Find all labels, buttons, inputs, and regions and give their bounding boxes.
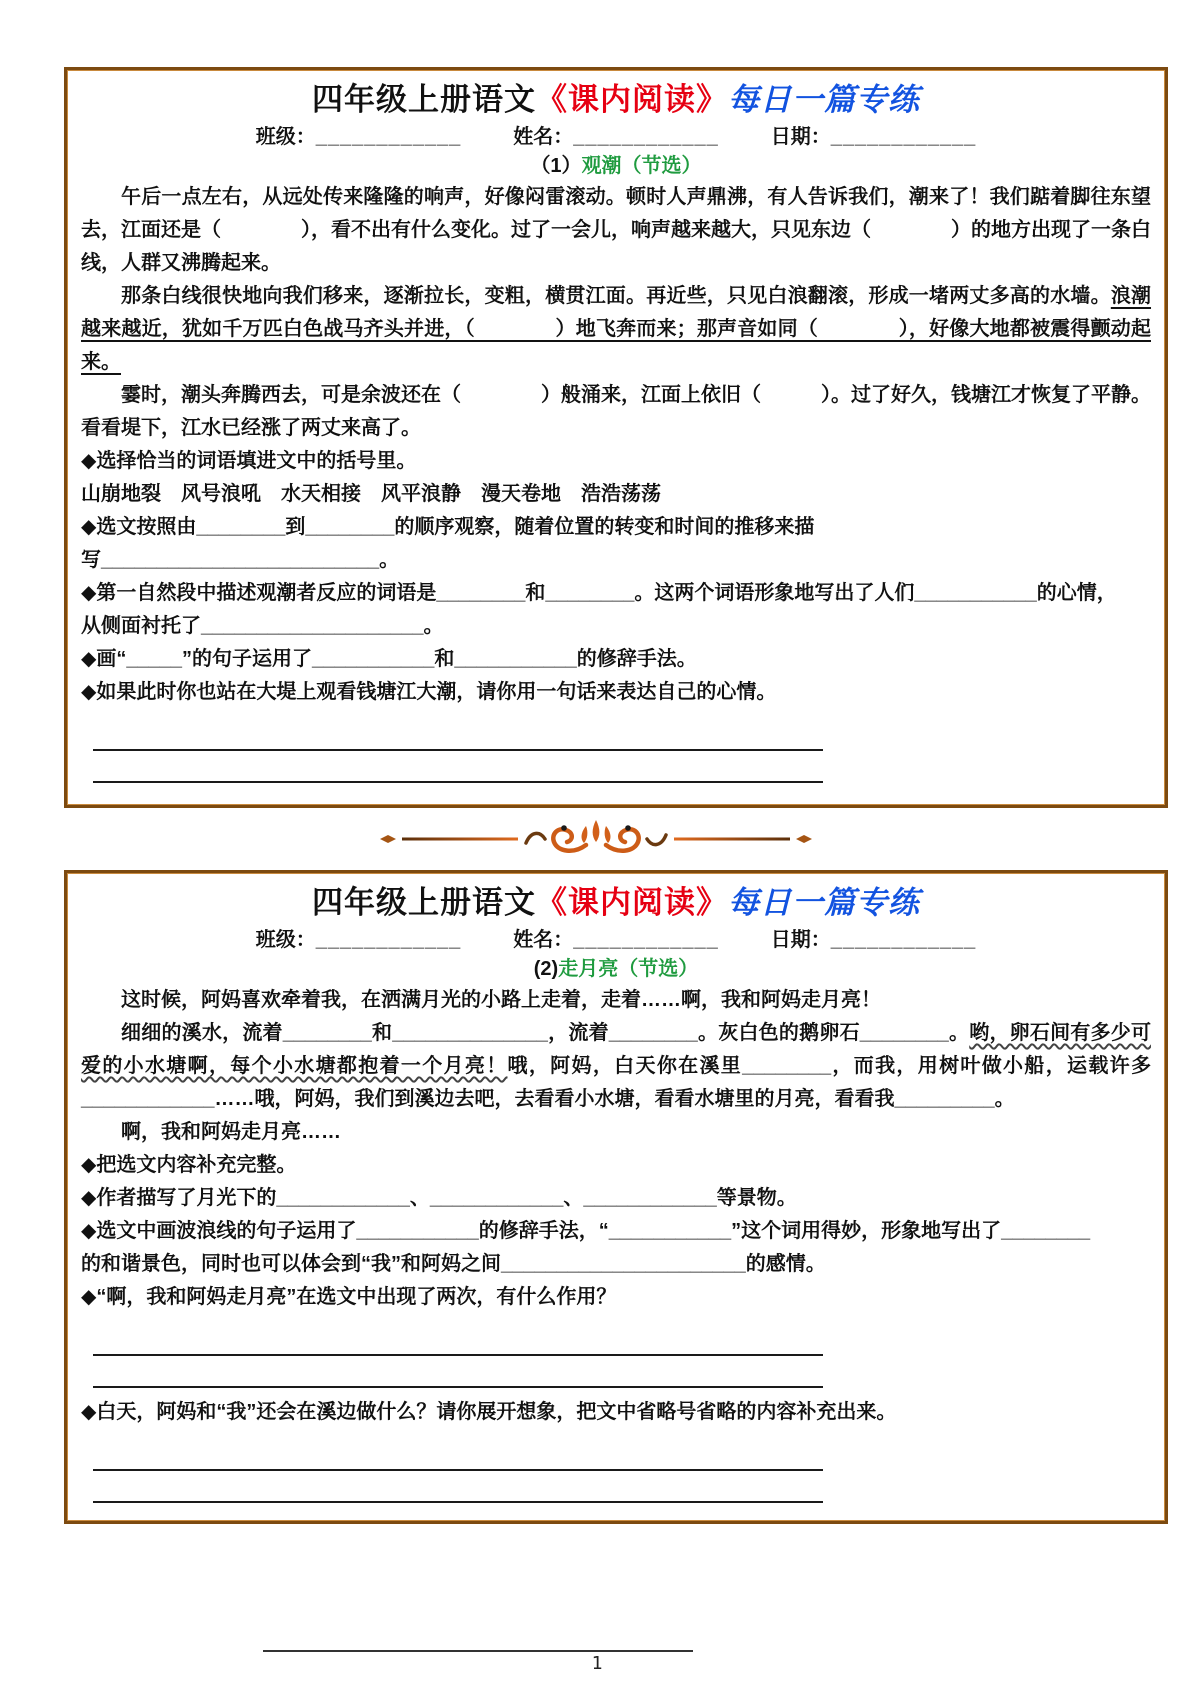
question-2-line2: 写_________________________。 xyxy=(81,549,400,571)
question-2: ◆作者描写了月光下的____________、____________、____________等景物。 xyxy=(81,1187,797,1209)
name-blank: ____________ xyxy=(573,126,719,148)
passage-text: 哦，阿妈，白天你在溪里________，而我，用树叶做小船，运载许多____________……哦，阿妈，我们到溪边去吧，去看看小水塘，看看水塘里的月亮，看看我_________。 xyxy=(81,1055,1152,1110)
question-3 xyxy=(81,1215,1151,1281)
answer-blank-line xyxy=(93,751,823,783)
name-field xyxy=(513,122,718,152)
date-label: 日期： xyxy=(770,929,831,951)
answer-blank-line xyxy=(93,1356,823,1388)
question-3-line2: 从侧面衬托了____________________。 xyxy=(81,615,444,637)
class-label: 班级： xyxy=(255,126,316,148)
passage-paragraph xyxy=(81,1017,1151,1116)
word-bank: 山崩地裂 风号浪吼 水天相接 风平浪静 漫天卷地 浩浩荡荡 xyxy=(81,483,661,505)
question-5: ◆白天，阿妈和“我”还会在溪边做什么？请你展开想象，把文中省略号省略的内容补充出来。 xyxy=(81,1401,897,1423)
question-4: ◆“啊，我和阿妈走月亮”在选文中出现了两次，有什么作用？ xyxy=(81,1286,617,1308)
answer-blank-line xyxy=(93,1471,823,1503)
question-2-line1: ◆选文按照由________到________的顺序观察，随着位置的转变和时间的推移来描 xyxy=(81,516,815,538)
question-5: ◆如果此时你也站在大堤上观看钱塘江大潮，请你用一句话来表达自己的心情。 xyxy=(81,681,777,703)
ornamental-divider xyxy=(0,808,1191,870)
date-blank: ____________ xyxy=(830,929,977,951)
name-field xyxy=(513,925,718,955)
date-blank: ____________ xyxy=(830,126,977,148)
title-series: 每日一篇专练 xyxy=(728,885,920,920)
answer-blank-line xyxy=(93,1439,823,1471)
sheet2-meta-row xyxy=(81,925,1151,955)
subtitle-topic: 走月亮（节选） xyxy=(558,958,699,980)
passage-text: 细细的溪水，流着________和______________，流着________。灰白色的鹅卵石________。 xyxy=(121,1022,970,1044)
sheet2-subtitle xyxy=(81,955,1151,984)
question-3-line2: 的和谐景色，同时也可以体会到“我”和阿妈之间______________________的感情。 xyxy=(81,1253,826,1275)
passage-paragraph: 霎时，潮头奔腾西去，可是余波还在（ ）般涌来，江面上依旧（ ）。过了好久，钱塘江才恢复了平静。看看堤下，江水已经涨了两丈来高了。 xyxy=(81,384,1151,439)
subtitle-topic: 观潮（节选） xyxy=(581,155,702,177)
date-label: 日期： xyxy=(770,126,831,148)
date-field xyxy=(771,925,976,955)
sheet1-title xyxy=(81,80,1151,120)
passage-text: 那条白线很快地向我们移来，逐渐拉长，变粗，横贯江面。再近些，只见白浪翻滚，形成一堵两丈多高的水墙。 xyxy=(121,285,1111,307)
worksheet-1 xyxy=(64,67,1168,808)
page-footer xyxy=(0,1650,1191,1684)
class-blank: ____________ xyxy=(315,126,462,148)
sheet1-subtitle xyxy=(81,152,1151,181)
subtitle-number: (2) xyxy=(533,958,559,980)
flourish-ornament-icon xyxy=(376,817,816,861)
wavy-underlined-sentence: 哟，卵石间有多少可爱的小水塘啊，每个小水塘都抱着一个月亮！ xyxy=(81,1022,1151,1077)
question-4: ◆画“_____”的句子运用了___________和___________的修辞手法。 xyxy=(81,648,697,670)
name-blank: ____________ xyxy=(573,929,719,951)
date-field xyxy=(771,122,976,152)
question-2 xyxy=(81,511,1151,577)
answer-blank-line xyxy=(93,1324,823,1356)
underlined-sentence: 浪潮越来越近，犹如千万匹白色战马齐头并进，（ ）地飞奔而来；那声音如同（ ），好像大地都被震得颤动起来。 xyxy=(81,285,1152,373)
question-3-line1: ◆选文中画波浪线的句子运用了___________的修辞手法，“___________”这个词用得妙，形象地写出了________ xyxy=(81,1220,1091,1242)
page-number: 1 xyxy=(591,1653,603,1674)
sheet2-title xyxy=(81,883,1151,923)
title-grade: 四年级上册语文 xyxy=(312,82,536,117)
title-series: 每日一篇专练 xyxy=(728,82,920,117)
passage-paragraph xyxy=(81,280,1151,379)
passage-paragraph: 啊，我和阿妈走月亮…… xyxy=(121,1121,341,1143)
class-blank: ____________ xyxy=(315,929,462,951)
sheet1-meta-row xyxy=(81,122,1151,152)
name-label: 姓名： xyxy=(513,929,574,951)
class-field xyxy=(256,925,461,955)
title-book: 《课内阅读》 xyxy=(536,885,728,920)
question-3 xyxy=(81,577,1151,643)
question-1: ◆选择恰当的词语填进文中的括号里。 xyxy=(81,450,417,472)
question-1: ◆把选文内容补充完整。 xyxy=(81,1154,297,1176)
footer-divider xyxy=(263,1650,693,1652)
question-3-line1: ◆第一自然段中描述观潮者反应的词语是________和________。这两个词语形象地写出了人们___________的心情， xyxy=(81,582,1117,604)
class-field xyxy=(256,122,461,152)
passage-paragraph: 午后一点左右，从远处传来隆隆的响声，好像闷雷滚动。顿时人声鼎沸，有人告诉我们，潮来了！我们踮着脚往东望去，江面还是（ ），看不出有什么变化。过了一会儿，响声越来越大，只见东边（ ）的地方出现了一条白线，人群又沸腾起来。 xyxy=(81,186,1151,274)
title-grade: 四年级上册语文 xyxy=(312,885,536,920)
answer-blank-line xyxy=(93,719,823,751)
passage-paragraph: 这时候，阿妈喜欢牵着我，在洒满月光的小路上走着，走着……啊，我和阿妈走月亮！ xyxy=(121,989,881,1011)
class-label: 班级： xyxy=(255,929,316,951)
name-label: 姓名： xyxy=(513,126,574,148)
title-book: 《课内阅读》 xyxy=(536,82,728,117)
subtitle-number: （1） xyxy=(530,155,582,177)
worksheet-2 xyxy=(64,870,1168,1524)
